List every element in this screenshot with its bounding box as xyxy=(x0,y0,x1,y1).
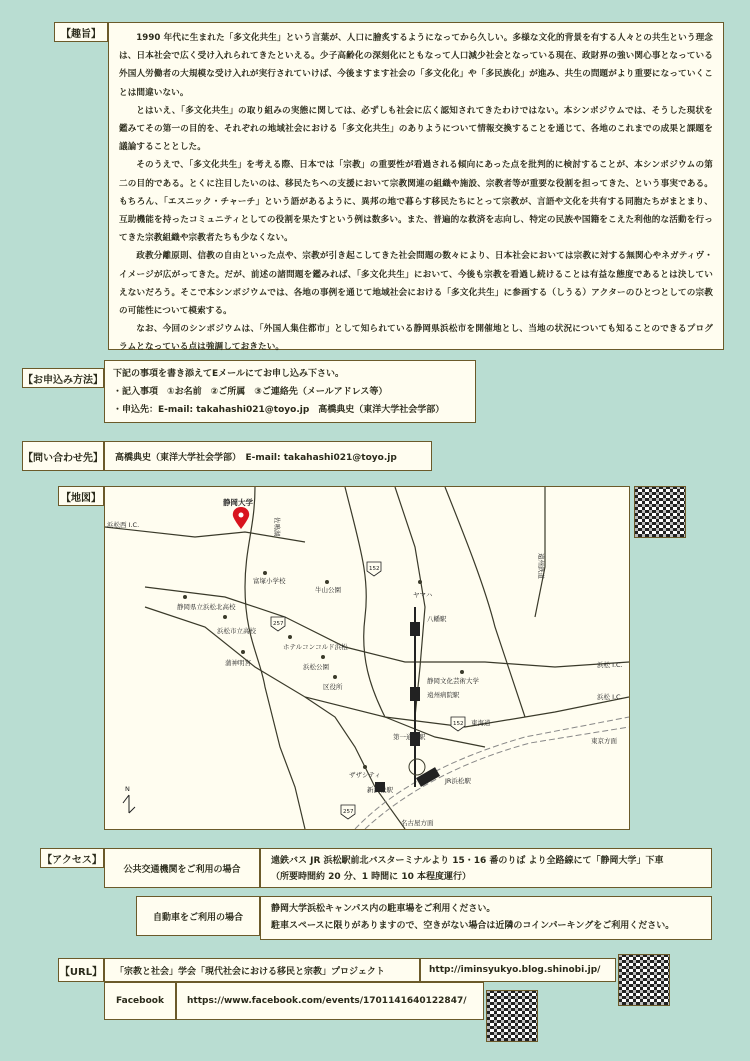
purpose-label: 【趣旨】 xyxy=(54,22,108,42)
purpose-paragraph-1: 1990 年代に生まれた「多文化共生」という言葉が、人口に膾炙するようになってから久しい。多様な文化的背景を有する人々との共生という理念は、日本社会で広く受け入れられてきたといえる。少子高齢化の深刻化にともなって人口減少社会となっている現在、政財界の強い関心事となっている外国人労働者の大規模な受け入れが実行されていけば、今後ますます社会の「多文化化」や「多民族化」が進み、共生の問題がより重要になっていくことは間違いない。 xyxy=(119,33,713,98)
purpose-paragraph-5: なお、今回のシンポジウムは、「外国人集住都市」として知られている静岡県浜松市を開催地とし、当地の状況についても知ることのできるプログラムとなっている点は強調しておきたい。 xyxy=(119,324,713,353)
purpose-paragraph-2: とはいえ、「多文化共生」の取り組みの実態に関しては、必ずしも社会に広く認知されてきたわけではない。本シンポジウムでは、そうした現状を鑑みてその第一の目的を、それぞれの地域社会における「多文化共生」のありようについて情報交換することを通じて、各地のこれまでの成果と課題を議論することとした。 xyxy=(119,105,713,153)
map-to-nagoya: 名古屋方面 xyxy=(401,819,434,827)
university-pin-icon xyxy=(233,507,249,529)
contact-text: 高橋典史（東洋大学社会学部） E-mail: takahashi021@toyo.jp xyxy=(115,452,397,463)
application-box xyxy=(104,360,476,423)
map-yamaha: ヤマハ xyxy=(413,591,433,599)
map-enshu-line: 遠州鉄道 xyxy=(537,553,545,579)
purpose-paragraph-3: そのうえで、「多文化共生」を考える際、日本では「宗教」の重要性が看過される傾向にあった点を批判的に検討することが、本シンポジウムの第二の目的である。とくに注目したいのは、移民たちへの支援において宗教関連の組織や施設、宗教者等が重要な役割を担ってきた、という事実である。もちろん、「エスニック・チャーチ」という語があるように、異邦の地で暮らす移民たちにとって宗教が、言語や文化を共有する同胞たちがまとまり、互助機能を持ったコミュニティとしての役割を果たすという例は数多い。また、普遍的な救済を志向し、特定の民族や国籍をこえた利他的な活動を行ってきた宗教組織や宗教者たちも少なくない。 xyxy=(119,160,713,244)
application-line-3: ・申込先：E-mail: takahashi021@toyo.jp 高橋典史（東洋大学社会学部） xyxy=(113,405,445,415)
map-kamo: 蒲神明宮 xyxy=(225,659,251,667)
map-shinhamamatsu: 新浜松駅 xyxy=(367,786,393,794)
map-jr: JR浜松駅 xyxy=(445,777,471,785)
url-blog-link[interactable]: http://iminsyukyo.blog.shinobi.jp/ xyxy=(429,965,601,975)
map-hachiman: 八幡駅 xyxy=(427,615,447,623)
map-tokaido: 東海道 xyxy=(471,719,491,727)
access-public-box xyxy=(260,848,712,888)
north-arrow-icon xyxy=(123,795,135,813)
map-route152-a: 152 xyxy=(369,566,380,572)
map-hamamatsu-ic-2: 浜松 I.C. xyxy=(597,693,623,701)
map-route257-a: 257 xyxy=(273,621,284,627)
url-blog-box[interactable] xyxy=(420,958,616,982)
access-public-line-2: （所要時間約 20 分、1 時間に 10 本程度運行） xyxy=(271,872,471,882)
map-graphic xyxy=(105,487,629,829)
access-public-title-box xyxy=(104,848,260,888)
map-enshu-byoin: 遠州病院駅 xyxy=(427,691,460,699)
map-box xyxy=(104,486,630,830)
map-route257-b: 257 xyxy=(343,809,354,815)
purpose-paragraph-4: 政教分離原則、信教の自由といった点や、宗教が引き起こしてきた社会問題の数々により、日本社会においては宗教に対する無関心やネガティヴ・イメージが広がってきた。だが、前述の諸問題を鑑みれば、「多文化共生」において、今後も宗教を看過し続けることは有益な態度であるとは決していえないだろう。そこで本シンポジウムでは、各地の事例を通じて地域社会における「多文化共生」に参画する（しうる）アクターのひとつとしての宗教の可能性について模索する。 xyxy=(119,251,713,317)
access-car-box xyxy=(260,896,712,940)
facebook-url-box[interactable] xyxy=(176,982,484,1020)
map-sanaru-lake: 佐鳴湖 xyxy=(273,517,281,537)
map-city-hs: 浜松市立高校 xyxy=(217,627,256,635)
facebook-url-link[interactable]: https://www.facebook.com/events/1701141640122847/ xyxy=(187,996,467,1006)
url-project-box xyxy=(104,958,420,982)
url-label: 【URL】 xyxy=(58,958,104,982)
access-car-line-2: 駐車スペースに限りがありますので、空きがない場合は近隣のコインパーキングをご利用ください。 xyxy=(271,921,675,931)
access-public-line-1: 遠鉄バス JR 浜松駅前北バスターミナルより 15・16 番のりば より全路線にて「静岡大学」下車 xyxy=(271,856,664,866)
access-car-title: 自動車をご利用の場合 xyxy=(152,912,243,923)
access-car-line-1: 静岡大学浜松キャンパス内の駐車場をご利用ください。 xyxy=(271,904,496,914)
contact-label: 【問い合わせ先】 xyxy=(22,441,104,471)
map-hamakita-hs: 静岡県立浜松北高校 xyxy=(177,603,236,611)
map-city-office: 区役所 xyxy=(323,683,343,691)
contact-box xyxy=(104,441,432,471)
map-hotel: ホテルコンコルド浜松 xyxy=(283,643,348,651)
access-public-title: 公共交通機関をご利用の場合 xyxy=(123,864,241,875)
access-label: 【アクセス】 xyxy=(40,848,104,868)
map-route152-b: 152 xyxy=(453,721,464,727)
facebook-label-box xyxy=(104,982,176,1020)
purpose-box xyxy=(108,22,724,353)
map-tomitsuka: 富塚小学校 xyxy=(253,577,286,585)
map-gyuyama: 牛山公園 xyxy=(315,586,341,594)
map-label: 【地図】 xyxy=(58,486,104,506)
map-sazacity: ザザシティ xyxy=(349,771,381,779)
application-line-2: ・記入事項 ①お名前 ②ご所属 ③ご連絡先（メールアドレス等） xyxy=(113,387,388,397)
access-car-title-box xyxy=(136,896,260,936)
map-qr-code-icon[interactable] xyxy=(634,486,686,538)
map-hamamatsu-park: 浜松公園 xyxy=(303,663,329,671)
map-geidai: 静岡文化芸術大学 xyxy=(427,677,479,685)
blog-qr-code-icon[interactable] xyxy=(618,954,670,1006)
application-label: 【お申込み方法】 xyxy=(22,368,104,388)
facebook-label: Facebook xyxy=(116,996,164,1006)
facebook-qr-code-icon[interactable] xyxy=(486,990,538,1042)
map-hamamatsu-ic-1: 浜松 I.C. xyxy=(597,661,623,669)
map-university: 静岡大学 xyxy=(223,498,253,507)
application-line-1: 下記の事項を書き添えてEメールにてお申し込み下さい。 xyxy=(113,369,344,379)
map-hamamatsu-west-ic: 浜松西 I.C. xyxy=(107,521,140,529)
map-daiichi: 第一通り駅 xyxy=(393,733,426,741)
url-project: 「宗教と社会」学会「現代社会における移民と宗教」プロジェクト xyxy=(115,966,385,977)
map-to-tokyo: 東京方面 xyxy=(591,737,617,745)
map-north: N xyxy=(125,785,130,793)
